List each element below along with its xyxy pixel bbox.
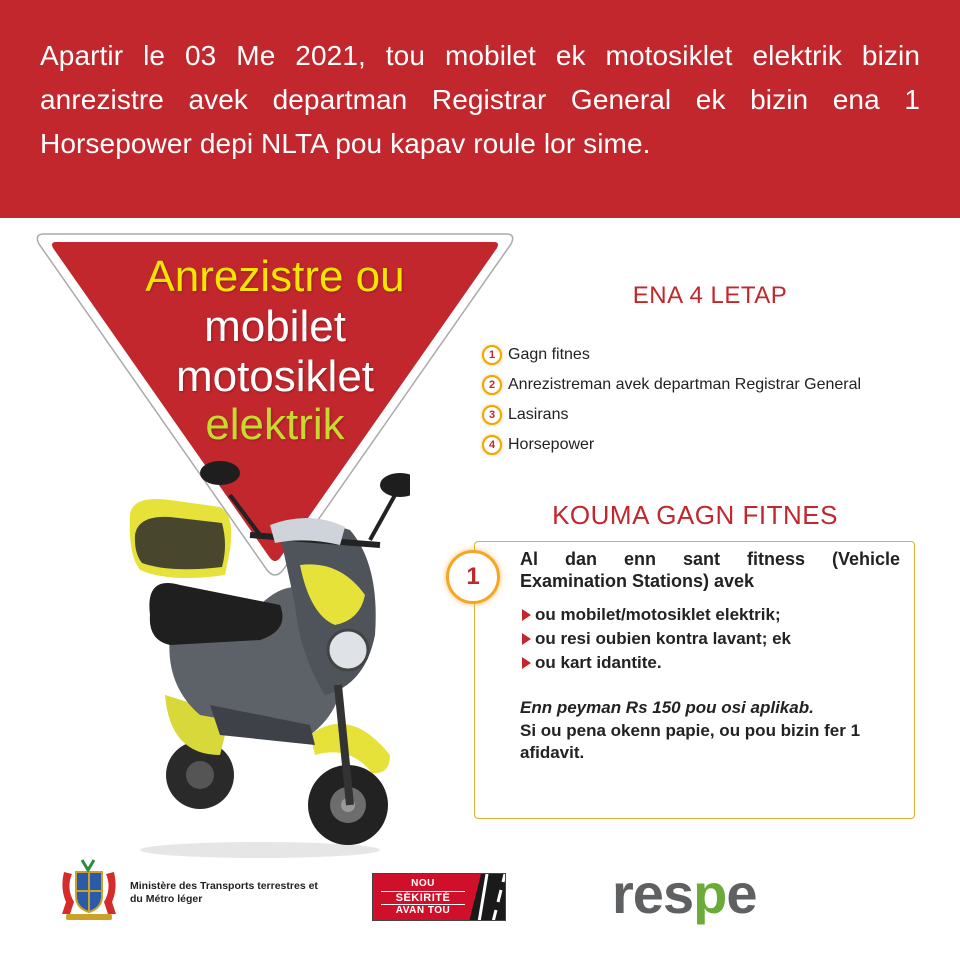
requirement-item: [522, 627, 791, 651]
step-label: Gagn fitnes: [508, 346, 590, 363]
coat-of-arms-logo: [52, 858, 126, 922]
fitnes-intro-text: Al dan enn sant fitness (Vehicle Examination Stations) avek: [520, 549, 900, 591]
steps-list: [482, 340, 861, 460]
ministry-name: Ministère des Transports terrestres et du Métro léger: [130, 880, 318, 905]
step-number-badge: 1: [482, 345, 502, 365]
step-label: Horsepower: [508, 436, 595, 453]
fitnes-step-badge: 1: [446, 550, 500, 604]
step-item: [482, 400, 861, 430]
safety-campaign-logo: [372, 873, 506, 921]
step-label: Lasirans: [508, 406, 569, 423]
triangle-title-line2: mobilet: [204, 302, 346, 351]
requirement-text: ou resi oubien kontra lavant; ek: [535, 629, 792, 648]
requirement-text: ou mobilet/motosiklet elektrik;: [535, 605, 781, 624]
safety-logo-line1: NOU: [411, 878, 435, 889]
triangle-title-line3: motosiklet: [175, 352, 375, 401]
banner-text: Apartir le 03 Me 2021, tou mobilet ek motosiklet elektrik bizin anrezistre avek departman Registrar General ek bizin ena 1 Horsepower depi NLTA pou kapav roule lor sime.: [40, 40, 920, 159]
triangle-bullet-icon: [522, 657, 531, 669]
fitnes-title: KOUMA GAGN FITNES: [552, 500, 838, 530]
triangle-title-line4: elektrik: [205, 400, 345, 449]
step-item: [482, 430, 861, 460]
steps-title: ENA 4 LETAP: [632, 282, 788, 309]
respe-logo: [612, 864, 756, 924]
triangle-bullet-icon: [522, 633, 531, 645]
step-number-badge: 3: [482, 405, 502, 425]
requirements-list: [522, 603, 791, 675]
electric-scooter-image: [110, 455, 410, 865]
triangle-title-line1: Anrezistre ou: [145, 252, 405, 301]
triangle-bullet-icon: [522, 609, 531, 621]
step-number-badge: 2: [482, 375, 502, 395]
requirement-text: ou kart idantite.: [535, 653, 662, 672]
step-item: [482, 340, 861, 370]
respe-logo-part1: res: [612, 862, 694, 925]
step-label: Anrezistreman avek departman Registrar General: [508, 376, 862, 393]
respe-logo-part2: p: [693, 862, 727, 925]
safety-logo-line2: SÉKIRITÉ: [381, 891, 465, 905]
step-number-badge: 4: [482, 435, 502, 455]
requirement-item: [522, 603, 791, 627]
safety-logo-line3: AVAN TOU: [395, 905, 451, 916]
respe-logo-part3: e: [726, 862, 757, 925]
requirement-item: [522, 651, 791, 675]
payment-note: Enn peyman Rs 150 pou osi aplikab.: [520, 698, 814, 717]
top-banner: [0, 0, 960, 218]
road-icon: [465, 874, 506, 921]
afidavit-note: Si ou pena okenn papie, ou pou bizin fer 1 afidavit.: [520, 721, 861, 762]
step-item: [482, 370, 861, 400]
